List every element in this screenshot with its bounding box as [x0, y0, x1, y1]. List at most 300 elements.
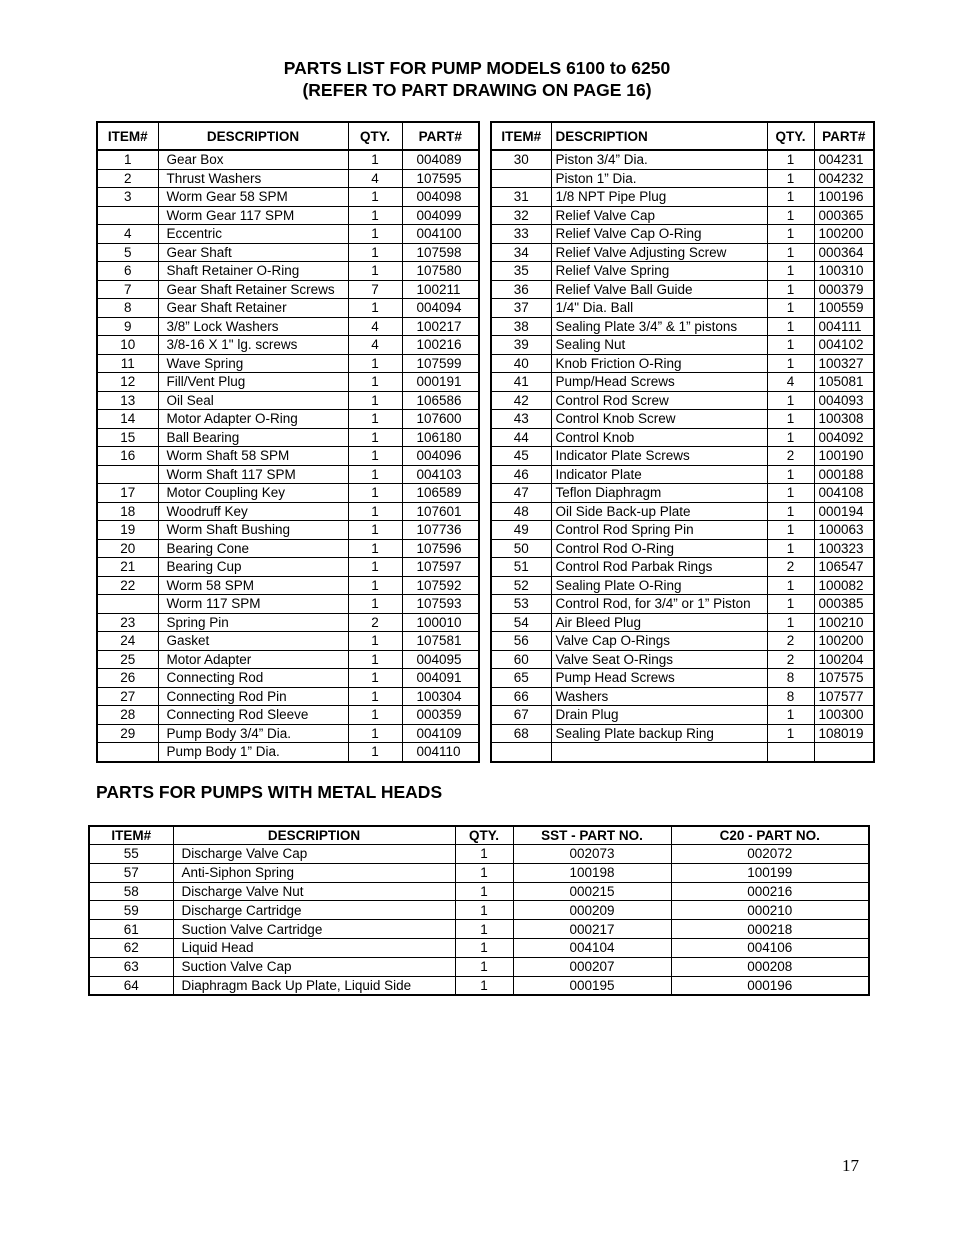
qty-cell: 1 — [348, 669, 402, 688]
table-row — [97, 391, 479, 410]
qty-cell — [767, 743, 814, 762]
item-cell: 15 — [97, 428, 158, 447]
table-row — [491, 521, 874, 540]
description-cell: Diaphragm Back Up Plate, Liquid Side — [173, 976, 455, 995]
table-row — [89, 920, 869, 939]
qty-cell: 2 — [767, 632, 814, 651]
description-cell: Sealing Plate 3/4” & 1” pistons — [551, 317, 767, 336]
table-row — [97, 336, 479, 355]
part-cell: 106589 — [402, 484, 479, 503]
qty-cell: 1 — [348, 354, 402, 373]
table-row — [491, 447, 874, 466]
col-description-header: DESCRIPTION — [158, 122, 348, 150]
part-cell: 100304 — [402, 687, 479, 706]
sst-part-cell: 000215 — [513, 882, 671, 901]
table-row — [97, 225, 479, 244]
part-cell: 000365 — [814, 206, 874, 225]
description-cell: Motor Adapter O-Ring — [158, 410, 348, 429]
part-cell: 106180 — [402, 428, 479, 447]
metal-heads-heading: PARTS FOR PUMPS WITH METAL HEADS — [96, 782, 443, 802]
item-cell: 20 — [97, 539, 158, 558]
description-cell: Piston 1” Dia. — [551, 169, 767, 188]
item-cell: 22 — [97, 576, 158, 595]
table-row — [97, 243, 479, 262]
description-cell: Relief Valve Cap O-Ring — [551, 225, 767, 244]
description-cell: 1/4" Dia. Ball — [551, 299, 767, 318]
col-item-header: ITEM# — [97, 122, 158, 150]
description-cell: Pump Head Screws — [551, 669, 767, 688]
table-row — [97, 724, 479, 743]
item-cell: 23 — [97, 613, 158, 632]
item-cell: 54 — [491, 613, 551, 632]
description-cell: Motor Adapter — [158, 650, 348, 669]
table-row — [97, 354, 479, 373]
qty-cell: 2 — [767, 650, 814, 669]
c20-part-cell: 000216 — [671, 882, 869, 901]
description-cell: Fill/Vent Plug — [158, 373, 348, 392]
table-row — [97, 650, 479, 669]
table-row — [491, 632, 874, 651]
description-cell: Sealing Nut — [551, 336, 767, 355]
item-cell: 60 — [491, 650, 551, 669]
item-cell: 49 — [491, 521, 551, 540]
description-cell: Oil Side Back-up Plate — [551, 502, 767, 521]
qty-cell: 1 — [767, 484, 814, 503]
part-cell: 100327 — [814, 354, 874, 373]
qty-cell: 1 — [455, 863, 513, 882]
item-cell: 12 — [97, 373, 158, 392]
qty-cell: 8 — [767, 669, 814, 688]
description-cell: Shaft Retainer O-Ring — [158, 262, 348, 281]
qty-cell: 1 — [767, 465, 814, 484]
c20-part-cell: 000208 — [671, 957, 869, 976]
part-cell: 100082 — [814, 576, 874, 595]
item-cell: 41 — [491, 373, 551, 392]
item-cell: 65 — [491, 669, 551, 688]
description-cell: Eccentric — [158, 225, 348, 244]
item-cell: 55 — [89, 845, 173, 864]
table-row — [97, 317, 479, 336]
table-row — [491, 299, 874, 318]
item-cell: 18 — [97, 502, 158, 521]
item-cell: 64 — [89, 976, 173, 995]
part-cell: 004095 — [402, 650, 479, 669]
table-row — [491, 484, 874, 503]
qty-cell: 1 — [455, 976, 513, 995]
col-sst-header: SST - PART NO. — [513, 826, 671, 845]
item-cell: 43 — [491, 410, 551, 429]
qty-cell: 1 — [348, 225, 402, 244]
table-row — [97, 206, 479, 225]
description-cell: Relief Valve Spring — [551, 262, 767, 281]
qty-cell: 1 — [767, 576, 814, 595]
qty-cell: 1 — [348, 206, 402, 225]
table-row — [491, 280, 874, 299]
part-cell: 004092 — [814, 428, 874, 447]
table-row — [89, 845, 869, 864]
item-cell: 68 — [491, 724, 551, 743]
table-row — [89, 957, 869, 976]
item-cell: 25 — [97, 650, 158, 669]
description-cell: Relief Valve Cap — [551, 206, 767, 225]
description-cell: Worm Gear 58 SPM — [158, 188, 348, 207]
description-cell: Discharge Valve Nut — [173, 882, 455, 901]
part-cell: 106547 — [814, 558, 874, 577]
part-cell: 000359 — [402, 706, 479, 725]
qty-cell: 4 — [348, 317, 402, 336]
qty-cell: 1 — [767, 150, 814, 169]
description-cell: Connecting Rod Pin — [158, 687, 348, 706]
description-cell: Worm Shaft 58 SPM — [158, 447, 348, 466]
description-cell — [551, 743, 767, 762]
part-cell: 107580 — [402, 262, 479, 281]
c20-part-cell: 004106 — [671, 938, 869, 957]
part-cell — [814, 743, 874, 762]
part-cell: 004232 — [814, 169, 874, 188]
item-cell: 46 — [491, 465, 551, 484]
qty-cell: 1 — [767, 595, 814, 614]
part-cell: 107575 — [814, 669, 874, 688]
part-cell: 100200 — [814, 225, 874, 244]
qty-cell: 1 — [348, 521, 402, 540]
item-cell: 13 — [97, 391, 158, 410]
part-cell: 004108 — [814, 484, 874, 503]
qty-cell: 1 — [348, 150, 402, 169]
item-cell: 16 — [97, 447, 158, 466]
part-cell: 107581 — [402, 632, 479, 651]
part-cell: 004089 — [402, 150, 479, 169]
item-cell: 57 — [89, 863, 173, 882]
item-cell: 53 — [491, 595, 551, 614]
part-cell: 107593 — [402, 595, 479, 614]
col-c20-header: C20 - PART NO. — [671, 826, 869, 845]
qty-cell: 1 — [767, 317, 814, 336]
description-cell: Worm Shaft Bushing — [158, 521, 348, 540]
qty-cell: 1 — [455, 957, 513, 976]
item-cell — [97, 743, 158, 762]
c20-part-cell: 002072 — [671, 845, 869, 864]
qty-cell: 4 — [348, 336, 402, 355]
table-row — [491, 743, 874, 762]
col-qty-header: QTY. — [767, 122, 814, 150]
sst-part-cell: 100198 — [513, 863, 671, 882]
item-cell: 4 — [97, 225, 158, 244]
item-cell — [491, 169, 551, 188]
qty-cell: 1 — [767, 613, 814, 632]
qty-cell: 1 — [767, 354, 814, 373]
item-cell: 35 — [491, 262, 551, 281]
item-cell: 14 — [97, 410, 158, 429]
item-cell: 56 — [491, 632, 551, 651]
item-cell: 40 — [491, 354, 551, 373]
item-cell — [97, 465, 158, 484]
item-cell — [97, 595, 158, 614]
description-cell: Pump Body 3/4” Dia. — [158, 724, 348, 743]
page-title-line1: PARTS LIST FOR PUMP MODELS 6100 to 6250 — [283, 58, 671, 78]
description-cell: Worm Shaft 117 SPM — [158, 465, 348, 484]
item-cell: 3 — [97, 188, 158, 207]
qty-cell: 1 — [348, 299, 402, 318]
table-row — [97, 299, 479, 318]
description-cell: Control Rod Screw — [551, 391, 767, 410]
description-cell: Pump Body 1” Dia. — [158, 743, 348, 762]
col-description-header: DESCRIPTION — [551, 122, 767, 150]
table-row — [97, 558, 479, 577]
page-number: 17 — [842, 1156, 859, 1175]
qty-cell: 1 — [348, 595, 402, 614]
part-cell: 000194 — [814, 502, 874, 521]
item-cell: 58 — [89, 882, 173, 901]
part-cell: 000385 — [814, 595, 874, 614]
qty-cell: 1 — [767, 336, 814, 355]
description-cell: Relief Valve Ball Guide — [551, 280, 767, 299]
col-part-header: PART# — [814, 122, 874, 150]
table-row — [491, 595, 874, 614]
qty-cell: 1 — [348, 391, 402, 410]
table-row — [491, 706, 874, 725]
part-cell: 004231 — [814, 150, 874, 169]
qty-cell: 1 — [767, 280, 814, 299]
qty-cell: 1 — [767, 502, 814, 521]
item-cell: 67 — [491, 706, 551, 725]
description-cell: Worm 58 SPM — [158, 576, 348, 595]
table-row — [97, 373, 479, 392]
qty-cell: 1 — [348, 410, 402, 429]
part-cell: 004110 — [402, 743, 479, 762]
description-cell: Worm 117 SPM — [158, 595, 348, 614]
part-cell: 100010 — [402, 613, 479, 632]
part-cell: 100063 — [814, 521, 874, 540]
description-cell: Wave Spring — [158, 354, 348, 373]
item-cell: 42 — [491, 391, 551, 410]
part-cell: 107601 — [402, 502, 479, 521]
table-row — [491, 225, 874, 244]
part-cell: 100211 — [402, 280, 479, 299]
item-cell — [491, 743, 551, 762]
sst-part-cell: 000207 — [513, 957, 671, 976]
c20-part-cell: 000210 — [671, 901, 869, 920]
description-cell: Gear Box — [158, 150, 348, 169]
sst-part-cell: 000195 — [513, 976, 671, 995]
item-cell: 1 — [97, 150, 158, 169]
table-row — [97, 706, 479, 725]
table-row — [491, 465, 874, 484]
part-cell: 105081 — [814, 373, 874, 392]
col-qty-header: QTY. — [348, 122, 402, 150]
item-cell: 63 — [89, 957, 173, 976]
description-cell: Suction Valve Cartridge — [173, 920, 455, 939]
part-cell: 100217 — [402, 317, 479, 336]
item-cell: 44 — [491, 428, 551, 447]
table-row — [97, 669, 479, 688]
item-cell: 61 — [89, 920, 173, 939]
parts-table-right — [490, 121, 875, 763]
item-cell: 45 — [491, 447, 551, 466]
table-row — [491, 391, 874, 410]
description-cell: Piston 3/4” Dia. — [551, 150, 767, 169]
description-cell: Bearing Cone — [158, 539, 348, 558]
parts-table-left — [96, 121, 480, 763]
description-cell: Control Rod O-Ring — [551, 539, 767, 558]
description-cell: Discharge Valve Cap — [173, 845, 455, 864]
qty-cell: 1 — [767, 706, 814, 725]
table-row — [491, 373, 874, 392]
part-cell: 107599 — [402, 354, 479, 373]
part-cell: 108019 — [814, 724, 874, 743]
item-cell: 10 — [97, 336, 158, 355]
qty-cell: 1 — [767, 521, 814, 540]
table-row — [491, 188, 874, 207]
item-cell: 17 — [97, 484, 158, 503]
description-cell: Gear Shaft Retainer — [158, 299, 348, 318]
item-cell: 5 — [97, 243, 158, 262]
table-row — [97, 428, 479, 447]
qty-cell: 1 — [767, 262, 814, 281]
part-cell: 107598 — [402, 243, 479, 262]
description-cell: Anti-Siphon Spring — [173, 863, 455, 882]
qty-cell: 1 — [348, 447, 402, 466]
item-cell: 27 — [97, 687, 158, 706]
description-cell: Washers — [551, 687, 767, 706]
part-cell: 004102 — [814, 336, 874, 355]
item-cell: 26 — [97, 669, 158, 688]
qty-cell: 1 — [455, 882, 513, 901]
table-row — [491, 650, 874, 669]
table-row — [491, 576, 874, 595]
qty-cell: 1 — [767, 391, 814, 410]
table-row — [491, 150, 874, 169]
qty-cell: 7 — [348, 280, 402, 299]
qty-cell: 1 — [348, 650, 402, 669]
qty-cell: 1 — [455, 920, 513, 939]
table-row — [491, 687, 874, 706]
table-row — [89, 863, 869, 882]
description-cell: Indicator Plate Screws — [551, 447, 767, 466]
description-cell: 1/8 NPT Pipe Plug — [551, 188, 767, 207]
qty-cell: 1 — [348, 632, 402, 651]
part-cell: 106586 — [402, 391, 479, 410]
description-cell: Sealing Plate O-Ring — [551, 576, 767, 595]
qty-cell: 1 — [348, 243, 402, 262]
description-cell: 3/8” Lock Washers — [158, 317, 348, 336]
item-cell: 33 — [491, 225, 551, 244]
description-cell: Oil Seal — [158, 391, 348, 410]
part-cell: 107600 — [402, 410, 479, 429]
part-cell: 100300 — [814, 706, 874, 725]
table-row — [491, 613, 874, 632]
part-cell: 004093 — [814, 391, 874, 410]
item-cell: 52 — [491, 576, 551, 595]
table-row — [97, 150, 479, 169]
qty-cell: 1 — [348, 724, 402, 743]
qty-cell: 1 — [348, 428, 402, 447]
item-cell: 50 — [491, 539, 551, 558]
metal-heads-table — [88, 825, 870, 996]
table-row — [97, 465, 479, 484]
description-cell: Control Rod, for 3/4” or 1” Piston — [551, 595, 767, 614]
table-row — [97, 743, 479, 762]
description-cell: Gasket — [158, 632, 348, 651]
part-cell: 107596 — [402, 539, 479, 558]
qty-cell: 4 — [767, 373, 814, 392]
description-cell: Indicator Plate — [551, 465, 767, 484]
table-row — [491, 354, 874, 373]
description-cell: Bearing Cup — [158, 558, 348, 577]
item-cell: 36 — [491, 280, 551, 299]
description-cell: Sealing Plate backup Ring — [551, 724, 767, 743]
table-row — [89, 901, 869, 920]
part-cell: 100196 — [814, 188, 874, 207]
item-cell: 30 — [491, 150, 551, 169]
table-row — [491, 336, 874, 355]
description-cell: Thrust Washers — [158, 169, 348, 188]
part-cell: 004096 — [402, 447, 479, 466]
part-cell: 000364 — [814, 243, 874, 262]
qty-cell: 1 — [348, 539, 402, 558]
page-title-line2: (REFER TO PART DRAWING ON PAGE 16) — [302, 80, 652, 100]
qty-cell: 1 — [767, 724, 814, 743]
table-row — [89, 882, 869, 901]
description-cell: Valve Cap O-Rings — [551, 632, 767, 651]
description-cell: Connecting Rod — [158, 669, 348, 688]
description-cell: Suction Valve Cap — [173, 957, 455, 976]
qty-cell: 1 — [767, 206, 814, 225]
description-cell: Gear Shaft — [158, 243, 348, 262]
table-row — [97, 262, 479, 281]
table-row — [97, 447, 479, 466]
qty-cell: 2 — [767, 447, 814, 466]
part-cell: 107736 — [402, 521, 479, 540]
qty-cell: 2 — [767, 558, 814, 577]
part-cell: 100323 — [814, 539, 874, 558]
item-cell: 51 — [491, 558, 551, 577]
sst-part-cell: 002073 — [513, 845, 671, 864]
table-row — [491, 558, 874, 577]
table-row — [89, 938, 869, 957]
table-row — [491, 428, 874, 447]
table-row — [491, 669, 874, 688]
table-row — [97, 632, 479, 651]
part-cell: 004111 — [814, 317, 874, 336]
part-cell: 004091 — [402, 669, 479, 688]
qty-cell: 8 — [767, 687, 814, 706]
table-row — [97, 539, 479, 558]
item-cell: 39 — [491, 336, 551, 355]
table-row — [491, 206, 874, 225]
table-row — [97, 169, 479, 188]
qty-cell: 1 — [455, 901, 513, 920]
description-cell: Control Knob Screw — [551, 410, 767, 429]
part-cell: 107595 — [402, 169, 479, 188]
description-cell: Motor Coupling Key — [158, 484, 348, 503]
description-cell: Spring Pin — [158, 613, 348, 632]
part-cell: 000379 — [814, 280, 874, 299]
part-cell: 100210 — [814, 613, 874, 632]
qty-cell: 4 — [348, 169, 402, 188]
col-part-header: PART# — [402, 122, 479, 150]
table-row — [491, 262, 874, 281]
qty-cell: 2 — [348, 613, 402, 632]
description-cell: Drain Plug — [551, 706, 767, 725]
part-cell: 100216 — [402, 336, 479, 355]
part-cell: 004100 — [402, 225, 479, 244]
item-cell: 7 — [97, 280, 158, 299]
table-row — [97, 521, 479, 540]
col-item-header: ITEM# — [89, 826, 173, 845]
item-cell: 59 — [89, 901, 173, 920]
description-cell: Connecting Rod Sleeve — [158, 706, 348, 725]
qty-cell: 1 — [767, 428, 814, 447]
